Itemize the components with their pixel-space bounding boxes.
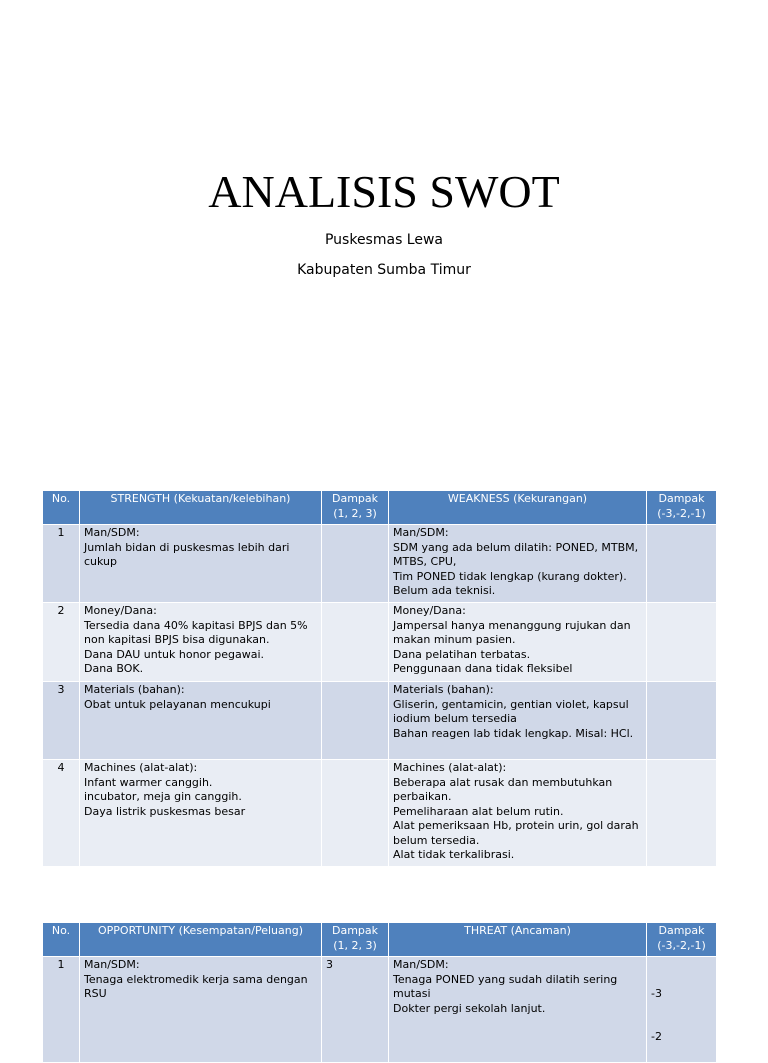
impact-positive-cell (322, 603, 389, 682)
strength-cell: Man/SDM: Jumlah bidan di puskesmas lebih dari cukup (80, 525, 322, 603)
impact-value: -3 (651, 986, 662, 1000)
header-threat: THREAT (Ancaman) (389, 923, 647, 957)
strength-cell: Money/Dana: Tersedia dana 40% kapitasi BPJS dan 5% non kapitasi BPJS bisa digunakan. Dana DAU untuk honor pegawai. Dana BOK. (80, 603, 322, 682)
table-header-row (43, 491, 717, 525)
header-weakness: WEAKNESS (Kekurangan) (389, 491, 647, 525)
header-strength: STRENGTH (Kekuatan/kelebihan) (80, 491, 322, 525)
strength-cell: Machines (alat-alat): Infant warmer canggih. incubator, meja gin canggih. Daya listrik puskesmas besar (80, 760, 322, 867)
header-impact-positive: Dampak (1, 2, 3) (322, 491, 389, 525)
impact-positive-cell (322, 682, 389, 760)
weakness-cell: Man/SDM: SDM yang ada belum dilatih: PONED, MTBM, MTBS, CPU, Tim PONED tidak lengkap (kurang dokter). Belum ada teknisi. (389, 525, 647, 603)
header-opportunity: OPPORTUNITY (Kesempatan/Peluang) (80, 923, 322, 957)
table-row (43, 760, 717, 867)
opportunity-threat-table (42, 922, 717, 1063)
impact-positive-cell: 3 (322, 957, 389, 1063)
table-row (43, 957, 717, 1063)
impact-negative-cell (647, 760, 717, 867)
row-number: 4 (43, 760, 80, 867)
impact-value: -2 (651, 1029, 662, 1043)
impact-negative-cell (647, 525, 717, 603)
table-row (43, 603, 717, 682)
impact-negative-cell (647, 682, 717, 760)
table-row (43, 525, 717, 603)
threat-cell: Man/SDM: Tenaga PONED yang sudah dilatih sering mutasi Dokter pergi sekolah lanjut. (389, 957, 647, 1063)
row-number: 1 (43, 525, 80, 603)
header-impact-positive: Dampak (1, 2, 3) (322, 923, 389, 957)
header-no: No. (43, 491, 80, 525)
impact-negative-cell (647, 957, 717, 1063)
table-row (43, 682, 717, 760)
weakness-cell: Machines (alat-alat): Beberapa alat rusak dan membutuhkan perbaikan. Pemeliharaan alat belum rutin. Alat pemeriksaan Hb, protein urin, gol darah belum tersedia. Alat tidak terkalibrasi. (389, 760, 647, 867)
table-header-row (43, 923, 717, 957)
impact-positive-cell (322, 525, 389, 603)
subtitle-puskesmas: Puskesmas Lewa (324, 232, 444, 248)
row-number: 1 (43, 957, 80, 1063)
header-impact-negative: Dampak (-3,-2,-1) (647, 923, 717, 957)
row-number: 3 (43, 682, 80, 760)
subtitle-kabupaten: Kabupaten Sumba Timur (297, 262, 471, 278)
header-no: No. (43, 923, 80, 957)
row-number: 2 (43, 603, 80, 682)
strength-cell: Materials (bahan): Obat untuk pelayanan mencukupi (80, 682, 322, 760)
strength-weakness-table (42, 490, 717, 867)
weakness-cell: Money/Dana: Jampersal hanya menanggung rujukan dan makan minum pasien. Dana pelatihan terbatas. Penggunaan dana tidak fleksibel (389, 603, 647, 682)
page-title: ANALISIS SWOT (208, 166, 560, 217)
impact-positive-cell (322, 760, 389, 867)
impact-negative-cell (647, 603, 717, 682)
header-impact-negative: Dampak (-3,-2,-1) (647, 491, 717, 525)
opportunity-cell: Man/SDM: Tenaga elektromedik kerja sama dengan RSU (80, 957, 322, 1063)
weakness-cell: Materials (bahan): Gliserin, gentamicin, gentian violet, kapsul iodium belum tersedia Bahan reagen lab tidak lengkap. Misal: HCl. (389, 682, 647, 760)
